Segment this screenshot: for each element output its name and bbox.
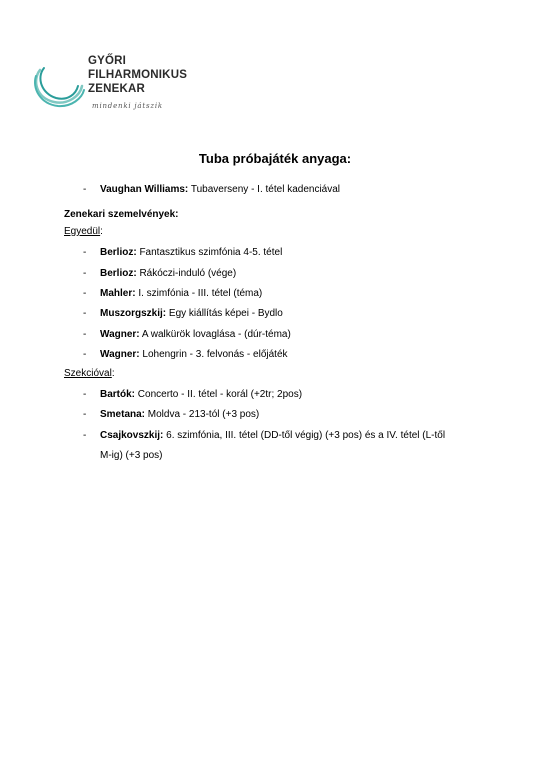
list-item: Smetana: Moldva - 213-tól (+3 pos) [100, 409, 260, 420]
list-item: Berlioz: Fantasztikus szimfónia 4-5. tétel [100, 247, 283, 258]
excerpts-heading: Zenekari szemelvények: [64, 209, 179, 220]
logo-wordmark: GYŐRI FILHARMONIKUS ZENEKAR [88, 55, 188, 95]
orchestra-logo [30, 54, 210, 124]
list-item: Wagner: A walkürök lovaglása - (dúr-téma) [100, 329, 291, 340]
list-item: Csajkovszkij: 6. szimfónia, III. tétel (DD-től végig) (+3 pos) és a IV. tétel (L-től [100, 430, 446, 441]
document-title: Tuba próbajáték anyaga: [198, 151, 352, 166]
list-item-continuation: M-ig) (+3 pos) [100, 450, 163, 461]
section-label: Szekcióval: [64, 368, 115, 379]
solo-label: Egyedül: [64, 226, 103, 237]
list-item: Berlioz: Rákóczi-induló (vége) [100, 268, 237, 279]
logo-swirl-icon [30, 58, 86, 110]
list-item: Mahler: I. szimfónia - III. tétel (téma) [100, 288, 263, 299]
list-item: Muszorgszkij: Egy kiállítás képei - Bydlo [100, 308, 283, 319]
list-item: Bartók: Concerto - II. tétel - korál (+2tr; 2pos) [100, 389, 303, 400]
list-dash: - [83, 184, 87, 195]
logo-tagline: mindenki játszik [92, 102, 163, 110]
list-item: Vaughan Williams: Tubaverseny - I. tétel kadenciával [100, 184, 341, 195]
list-item: Wagner: Lohengrin - 3. felvonás - előjáték [100, 349, 288, 360]
